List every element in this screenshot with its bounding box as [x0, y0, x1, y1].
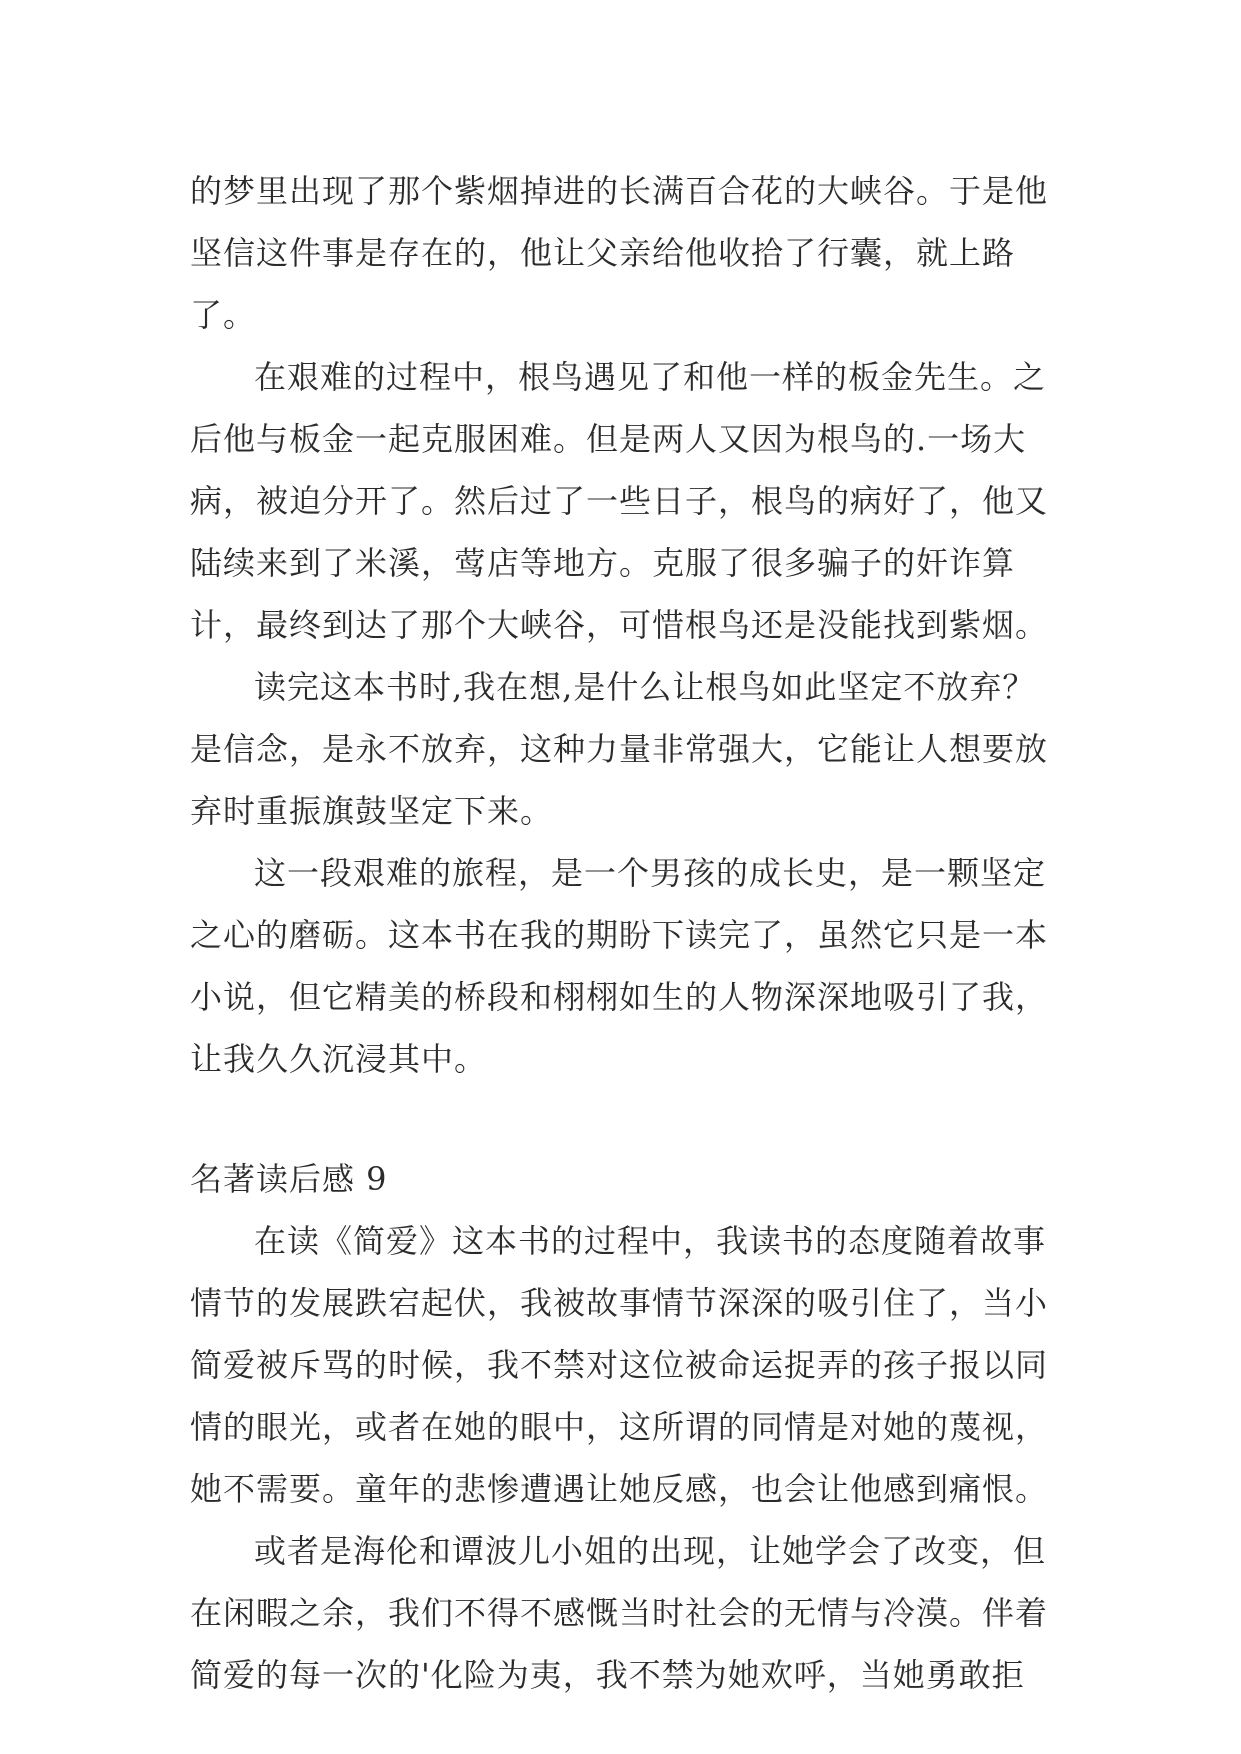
- section-spacer: [190, 1090, 1060, 1148]
- section-title: 名著读后感 9: [190, 1160, 388, 1198]
- paragraph-continuation: 的梦里出现了那个紫烟掉进的长满百合花的大峡谷。于是他坚信这件事是存在的，他让父亲给他收拾了行囊，就上路了。: [190, 172, 1049, 334]
- paragraph-conclusion: 这一段艰难的旅程，是一个男孩的成长史，是一颗坚定之心的磨砺。这本书在我的期盼下读完了，虽然它只是一本小说，但它精美的桥段和栩栩如生的人物深深地吸引了我，让我久久沉浸其中。: [190, 854, 1049, 1078]
- paragraph-journey: 在艰难的过程中，根鸟遇见了和他一样的板金先生。之后他与板金一起克服困难。但是两人又因为根鸟的.一场大病，被迫分开了。然后过了一些日子，根鸟的病好了，他又陆续来到了米溪，莺店等地方。克服了很多骗子的奸诈算计，最终到达了那个大峡谷，可惜根鸟还是没能找到紫烟。: [190, 358, 1049, 644]
- paragraph-jane-eyre-change: 或者是海伦和谭波儿小姐的出现，让她学会了改变，但在闲暇之余，我们不得不感慨当时社会的无情与冷漠。伴着简爱的每一次的'化险为夷，我不禁为她欢呼，当她勇敢拒: [190, 1532, 1049, 1694]
- paragraph-jane-eyre-intro: 在读《简爱》这本书的过程中，我读书的态度随着故事情节的发展跌宕起伏，我被故事情节深深的吸引住了，当小简爱被斥骂的时候，我不禁对这位被命运捉弄的孩子报以同情的眼光，或者在她的眼中，这所谓的同情是对她的蔑视，她不需要。童年的悲惨遭遇让她反感，也会让他感到痛恨。: [190, 1222, 1049, 1508]
- paragraph-reflection: 读完这本书时,我在想,是什么让根鸟如此坚定不放弃？是信念，是永不放弃，这种力量非常强大，它能让人想要放弃时重振旗鼓坚定下来。: [190, 668, 1049, 830]
- document-body: [190, 160, 1060, 1706]
